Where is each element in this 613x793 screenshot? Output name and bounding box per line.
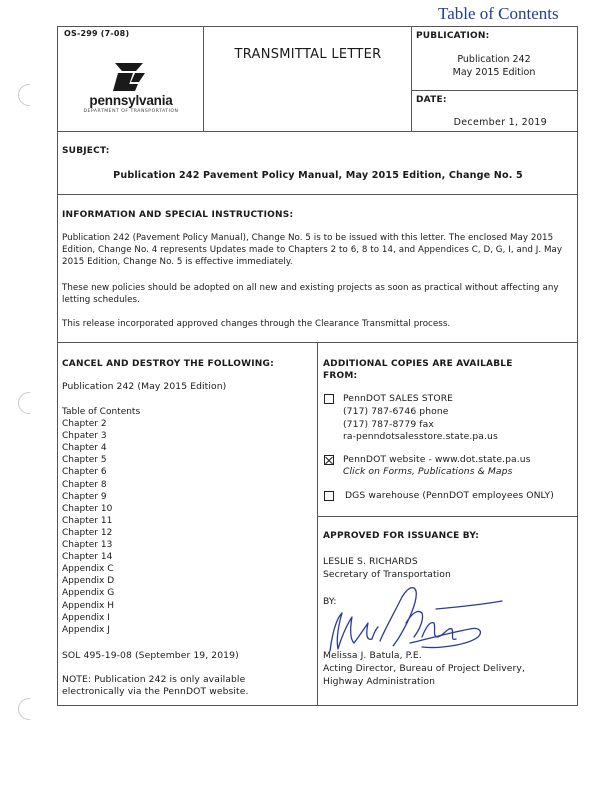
- list-item: Table of Contents: [62, 407, 141, 417]
- list-item: Appendix D: [62, 576, 115, 587]
- cancel-list: [62, 406, 140, 636]
- list-item: Appendix H: [62, 600, 114, 611]
- list-item: Chapter 2: [62, 419, 107, 430]
- form-number: OS-299 (7-08): [64, 29, 130, 38]
- binder-hole-mark: [18, 392, 30, 414]
- by-label: BY:: [323, 596, 337, 607]
- website-text: PennDOT website - www.dot.state.pa.us: [343, 454, 531, 465]
- cancel-publication: Publication 242 (May 2015 Edition): [62, 381, 227, 392]
- header-divider: [203, 26, 204, 131]
- publication-label: PUBLICATION:: [416, 31, 490, 41]
- list-item: Appendix I: [62, 612, 110, 623]
- instructions-paragraph: These new policies should be adopted on all new and existing projects as soon as practical without affecting any letting schedules.: [62, 283, 559, 305]
- publication-edition: May 2015 Edition: [452, 67, 536, 78]
- note-text: electronically via the PennDOT website.: [62, 686, 249, 697]
- subject-label: SUBJECT:: [62, 146, 110, 156]
- header-divider: [411, 26, 412, 131]
- list-item: Appendix J: [62, 624, 110, 635]
- list-item: Chpater 3: [62, 431, 107, 442]
- section-divider: [57, 194, 578, 195]
- list-item: Appendix C: [62, 564, 114, 575]
- list-item: Appendix G: [62, 588, 115, 599]
- signer-title: Highway Administration: [323, 676, 436, 687]
- logo-department: DEPARTMENT OF TRANSPORTATION: [83, 109, 179, 114]
- list-item: Chapter 4: [62, 443, 107, 454]
- approval-label: APPROVED FOR ISSUANCE BY:: [323, 531, 480, 541]
- website-hint: Click on Forms, Publications & Maps: [343, 466, 513, 477]
- copies-label: FROM:: [323, 371, 358, 381]
- date-label: DATE:: [416, 95, 447, 105]
- section-divider: [57, 131, 578, 132]
- instructions-paragraph: This release incorporated approved changes through the Clearance Transmittal process.: [62, 319, 451, 329]
- sales-store-checkbox[interactable]: [324, 394, 334, 404]
- cancel-label: CANCEL AND DESTROY THE FOLLOWING:: [62, 359, 274, 369]
- dgs-warehouse-checkbox[interactable]: [324, 491, 334, 501]
- list-item: Chapter 8: [62, 479, 107, 490]
- copies-label: ADDITIONAL COPIES ARE AVAILABLE: [323, 359, 513, 369]
- website-checkbox[interactable]: [324, 455, 334, 465]
- publication-number: Publication 242: [457, 54, 531, 65]
- list-item: Chapter 13: [62, 540, 113, 551]
- list-item: Chapter 11: [62, 515, 113, 526]
- note-text: NOTE: Publication 242 is only available: [62, 674, 246, 685]
- keystone-logo-icon: [112, 62, 146, 96]
- sol-reference: SOL 495-19-08 (September 19, 2019): [62, 650, 239, 661]
- binder-hole-mark: [18, 698, 30, 720]
- page-title: TRANSMITTAL LETTER: [234, 47, 382, 62]
- signer-name: Melissa J. Batula, P.E.: [323, 650, 422, 661]
- header-divider: [411, 90, 578, 91]
- instructions-paragraph: Publication 242 (Pavement Policy Manual), Change No. 5 is to be issued with this letter. The enclosed May 2015 Edition, Change No. 4 represents Updates made to Chapters 2 to 6, 8 to 14, and Appendices C, D, G, I, and J. May 2015 Edition, Change No. 5 is effective immediately.: [62, 233, 563, 267]
- sales-store-name: PennDOT SALES STORE: [343, 393, 454, 404]
- list-item: Chapter 9: [62, 491, 107, 502]
- list-item: Chapter 5: [62, 455, 107, 466]
- sales-store-email: ra-penndotsalesstore.state.pa.us: [343, 431, 498, 442]
- list-item: Chapter 6: [62, 467, 107, 478]
- list-item: Chapter 10: [62, 503, 113, 514]
- instructions-label: INFORMATION AND SPECIAL INSTRUCTIONS:: [62, 210, 294, 220]
- secretary-title: Secretary of Transportation: [323, 569, 451, 580]
- table-of-contents-link[interactable]: Table of Contents: [438, 4, 559, 23]
- list-item: Chapter 12: [62, 527, 113, 538]
- section-divider: [317, 516, 578, 517]
- binder-hole-mark: [18, 84, 30, 106]
- sales-store-phone: (717) 787-6746 phone: [343, 406, 449, 417]
- sales-store-fax: (717) 787-8779 fax: [343, 419, 434, 430]
- subject-text: Publication 242 Pavement Policy Manual, May 2015 Edition, Change No. 5: [113, 170, 523, 181]
- signer-title: Acting Director, Bureau of Project Delivery,: [323, 663, 525, 674]
- dgs-warehouse-text: DGS warehouse (PennDOT employees ONLY): [345, 490, 554, 501]
- date-value: December 1, 2019: [453, 117, 547, 128]
- secretary-name: LESLIE S. RICHARDS: [323, 556, 418, 567]
- logo-wordmark: pennsylvania: [89, 93, 173, 108]
- list-item: Chapter 14: [62, 552, 113, 563]
